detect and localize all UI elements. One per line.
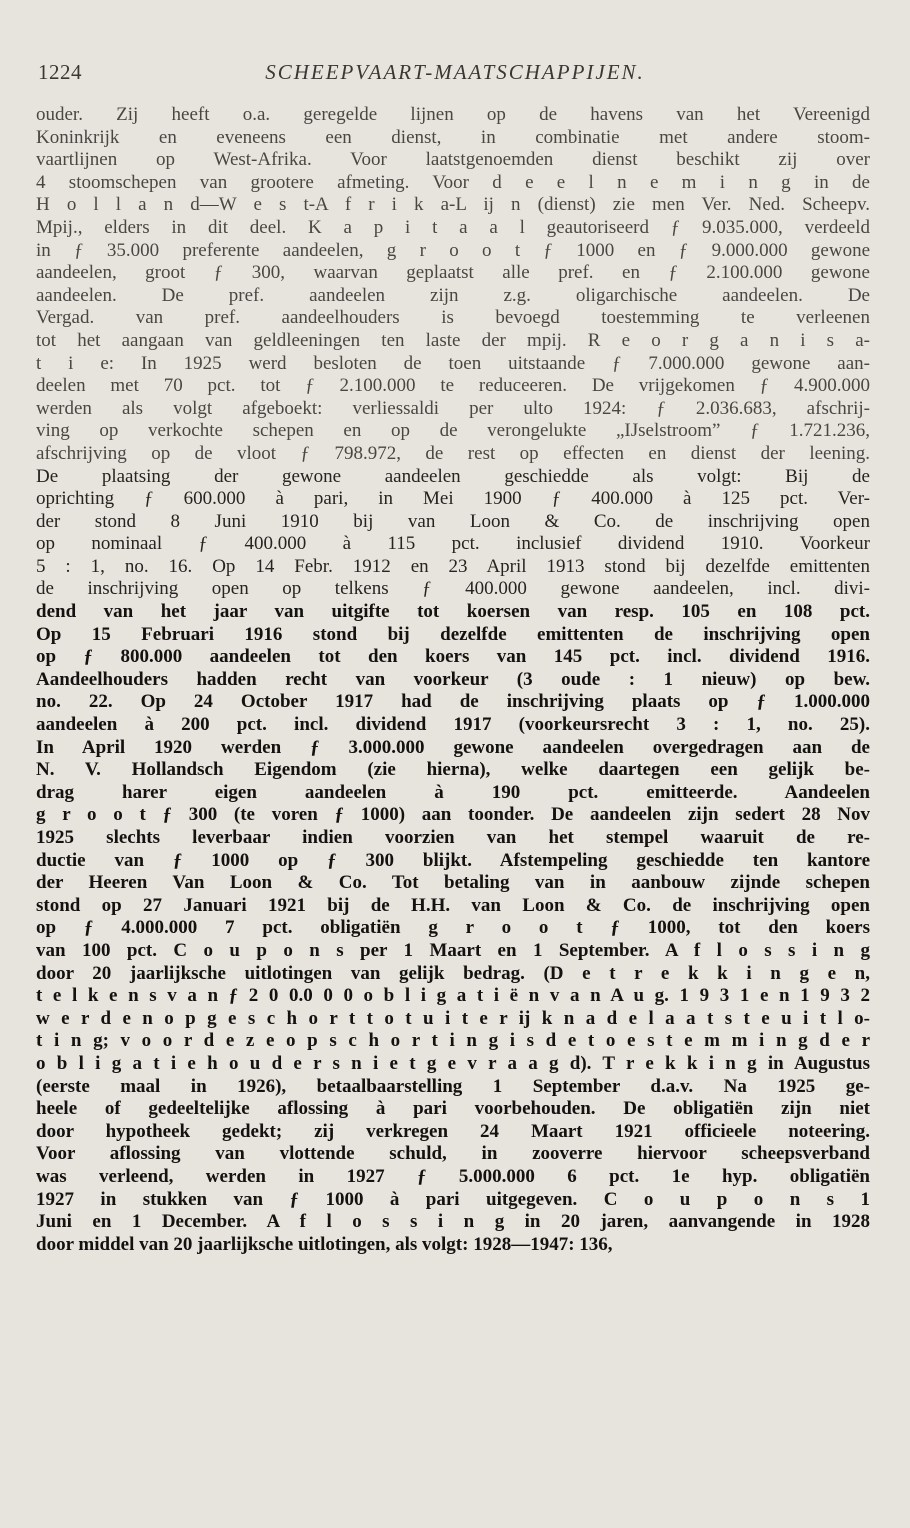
running-title: SCHEEPVAART-MAATSCHAPPIJEN.	[265, 60, 645, 84]
text-line: door middel van 20 jaarlijksche uitlotingen, als volgt: 1928—1947: 136,	[36, 1233, 613, 1255]
page-number: 1224	[38, 60, 82, 84]
text-line: N. V. Hollandsch Eigendom (zie hierna), welke daartegen een gelijk be-	[36, 759, 870, 781]
text-line: Aandeelhouders hadden recht van voorkeur (3 oude : 1 nieuw) op bew.	[36, 668, 870, 690]
text-line: was verleend, werden in 1927 ƒ 5.000.000 6 pct. 1e hyp. obligatiën	[36, 1165, 870, 1187]
text-line: Op 15 Februari 1916 stond bij dezelfde emittenten de inschrijving open	[36, 623, 870, 645]
text-line: werden als volgt afgeboekt: verliessaldi per ulto 1924: ƒ 2.036.683, afschrij-	[36, 397, 870, 419]
text-line: Vergad. van pref. aandeelhouders is bevoegd toestemming te verleenen	[36, 307, 870, 329]
text-line: aandeelen à 200 pct. incl. dividend 1917 (voorkeursrecht 3 : 1, no. 25).	[36, 714, 870, 736]
text-line: op ƒ 4.000.000 7 pct. obligatiën g r o o t ƒ 1000, tot den koers	[36, 917, 870, 939]
text-line: o b l i g a t i e h o u d e r s n i e t g e v r a a g d). T r e k k i n g in Augustus	[36, 1052, 870, 1074]
text-line: heele of gedeeltelijke aflossing à pari voorbehouden. De obligatiën zijn niet	[36, 1098, 870, 1120]
text-line: no. 22. Op 24 October 1917 had de inschrijving plaats op ƒ 1.000.000	[36, 691, 870, 713]
text-line: ouder. Zij heeft o.a. geregelde lijnen op de havens van het Vereenigd	[36, 104, 870, 125]
text-line: van 100 pct. C o u p o n s per 1 Maart en 1 September. A f l o s s i n g	[36, 939, 870, 961]
text-line: 1927 in stukken van ƒ 1000 à pari uitgegeven. C o u p o n s 1	[36, 1188, 870, 1210]
text-line: Juni en 1 December. A f l o s s i n g in 20 jaren, aanvangende in 1928	[36, 1211, 870, 1233]
text-line: oprichting ƒ 600.000 à pari, in Mei 1900 ƒ 400.000 à 125 pct. Ver-	[36, 488, 870, 510]
page-header	[0, 52, 910, 92]
text-line: stond op 27 Januari 1921 bij de H.H. van Loon & Co. de inschrijving open	[36, 894, 870, 916]
text-line: op ƒ 800.000 aandeelen tot den koers van 145 pct. incl. dividend 1916.	[36, 646, 870, 668]
text-line: ving op verkochte schepen en op de verongelukte „IJselstroom” ƒ 1.721.236,	[36, 420, 870, 442]
text-line: der stond 8 Juni 1910 bij van Loon & Co. de inschrijving open	[36, 510, 870, 532]
text-line: 1925 slechts leverbaar indien voorzien van het stempel waaruit de re-	[36, 827, 870, 848]
text-line: de inschrijving open op telkens ƒ 400.000 gewone aandeelen, incl. divi-	[36, 578, 870, 600]
text-line: w e r d e n o p g e s c h o r t t o t u i t e r ij k n a d e l a a t s t e u i t l o-	[36, 1007, 870, 1029]
text-line: g r o o t ƒ 300 (te voren ƒ 1000) aan toonder. De aandeelen zijn sedert 28 Nov	[36, 804, 870, 826]
text-line: drag harer eigen aandeelen à 190 pct. emitteerde. Aandeelen	[36, 781, 870, 803]
text-line: Mpij., elders in dit deel. K a p i t a a l geautoriseerd ƒ 9.035.000, verdeeld	[36, 216, 870, 238]
text-line: H o l l a n d—W e s t-A f r i k a-L ij n (dienst) zie men Ver. Ned. Scheepv.	[36, 194, 870, 216]
text-line: aandeelen. De pref. aandeelen zijn z.g. oligarchische aandeelen. De	[36, 284, 870, 306]
text-line: aandeelen, groot ƒ 300, waarvan geplaatst alle pref. en ƒ 2.100.000 gewone	[36, 262, 870, 284]
text-line: dend van het jaar van uitgifte tot koersen van resp. 105 en 108 pct.	[36, 601, 870, 623]
text-line: 5 : 1, no. 16. Op 14 Febr. 1912 en 23 April 1913 stond bij dezelfde emittenten	[36, 555, 870, 577]
text-line: (eerste maal in 1926), betaalbaarstelling 1 September d.a.v. Na 1925 ge-	[36, 1075, 870, 1097]
text-line: t e l k e n s v a n ƒ 2 0 0.0 0 0 o b l i g a t i ë n v a n A u g. 1 9 3 1 e n 1 9 3 2	[36, 985, 870, 1007]
text-line: Koninkrijk en eveneens een dienst, in combinatie met andere stoom-	[36, 126, 870, 148]
text-line: ductie van ƒ 1000 op ƒ 300 blijkt. Afstempeling geschiedde ten kantore	[36, 849, 870, 871]
text-line: door 20 jaarlijksche uitlotingen van gelijk bedrag. (D e t r e k k i n g e n,	[36, 962, 870, 984]
text-line: deelen met 70 pct. tot ƒ 2.100.000 te reduceeren. De vrijgekomen ƒ 4.900.000	[36, 375, 870, 397]
text-line: De plaatsing der gewone aandeelen geschiedde als volgt: Bij de	[36, 465, 870, 487]
text-line: t i e: In 1925 werd besloten de toen uitstaande ƒ 7.000.000 gewone aan-	[36, 352, 870, 374]
text-line: vaartlijnen op West-Afrika. Voor laatstgenoemden dienst beschikt zij over	[36, 149, 870, 171]
text-line: tot het aangaan van geldleeningen ten laste der mpij. R e o r g a n i s a-	[36, 329, 870, 351]
body-text	[36, 104, 870, 1256]
text-line: In April 1920 werden ƒ 3.000.000 gewone aandeelen overgedragen aan de	[36, 736, 870, 758]
text-line: door hypotheek gedekt; zij verkregen 24 Maart 1921 officieele noteering.	[36, 1120, 870, 1142]
text-line: op nominaal ƒ 400.000 à 115 pct. inclusief dividend 1910. Voorkeur	[36, 533, 870, 555]
text-line: afschrijving op de vloot ƒ 798.972, de rest op effecten en dienst der leening.	[36, 442, 870, 464]
text-line: Voor aflossing van vlottende schuld, in zooverre hiervoor scheepsverband	[36, 1143, 870, 1165]
text-line: der Heeren Van Loon & Co. Tot betaling van in aanbouw zijnde schepen	[36, 872, 870, 894]
text-line: 4 stoomschepen van grootere afmeting. Voor d e e l n e m i n g in de	[36, 171, 870, 193]
text-line: t i n g; v o o r d e z e o p s c h o r t i n g i s d e t o e s t e m m i n g d e r	[36, 1030, 870, 1052]
text-line: in ƒ 35.000 preferente aandeelen, g r o o t ƒ 1000 en ƒ 9.000.000 gewone	[36, 239, 870, 261]
